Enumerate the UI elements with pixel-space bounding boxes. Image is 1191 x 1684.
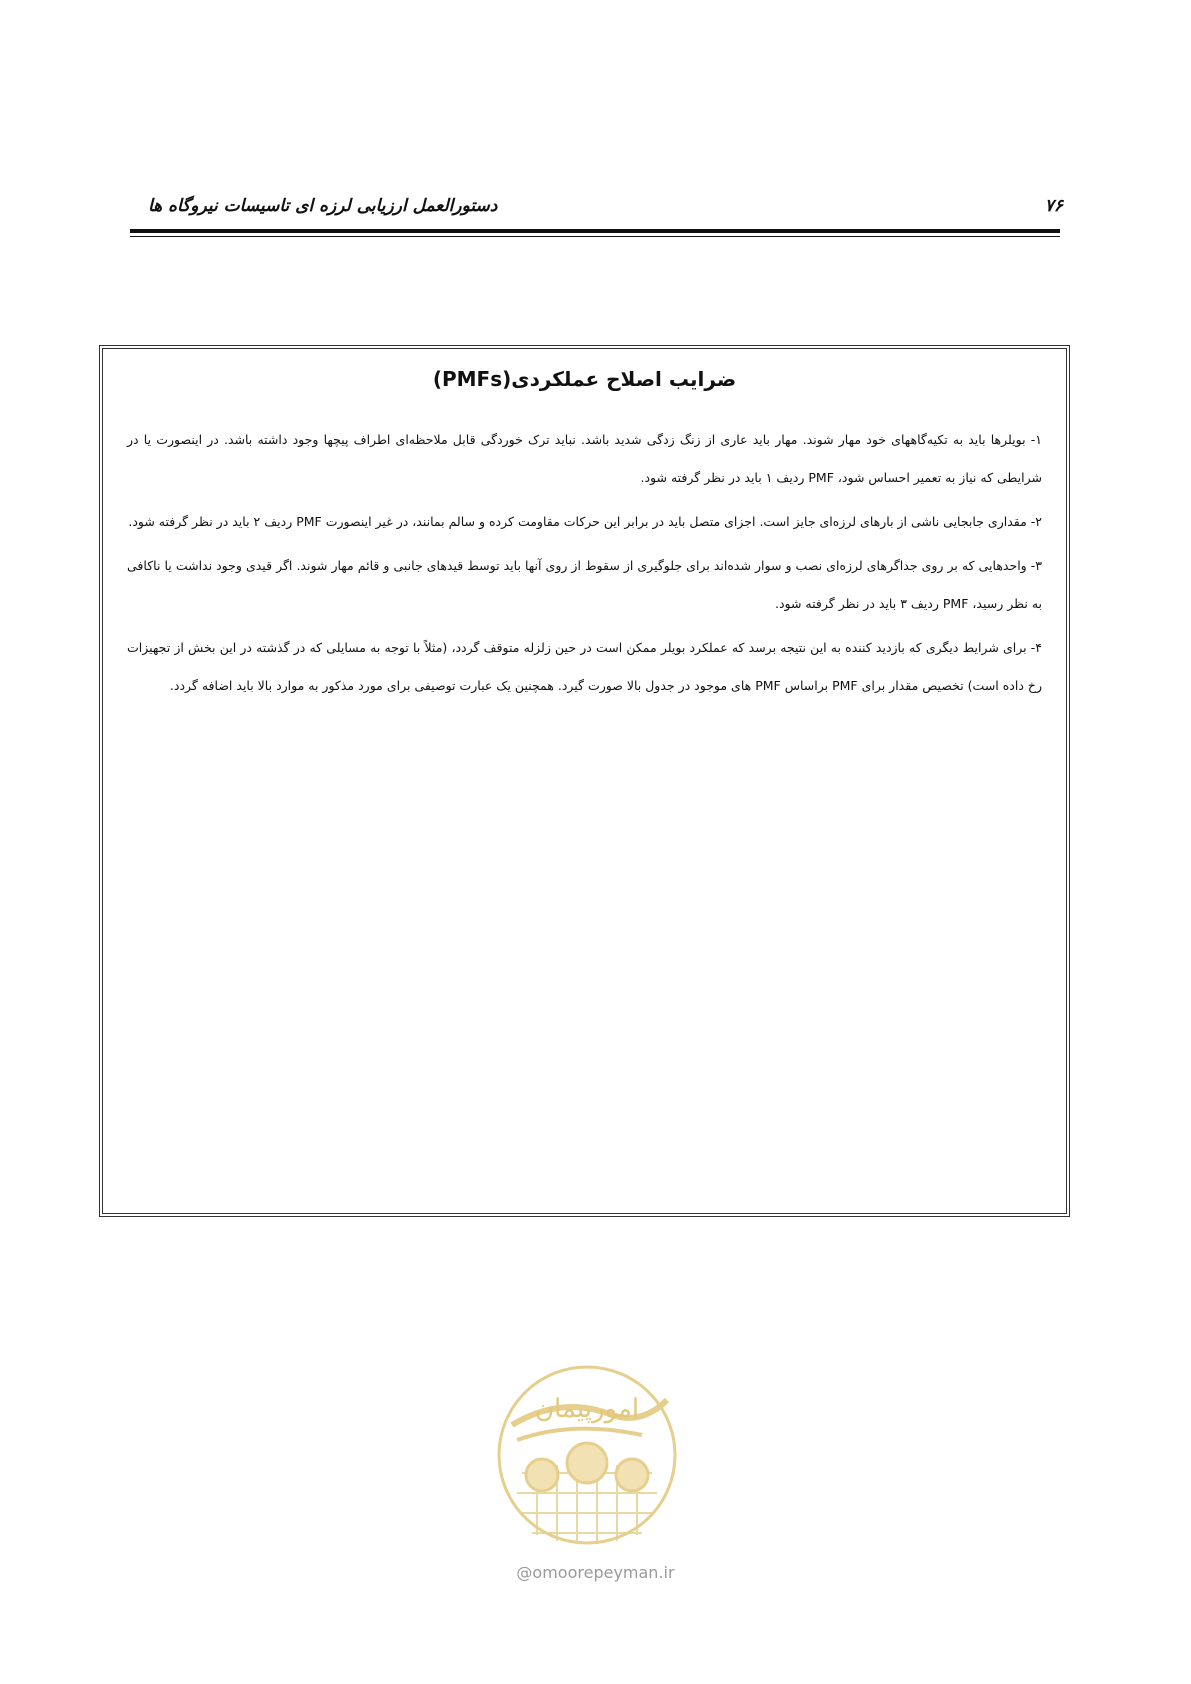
- watermark-logo: [492, 1355, 682, 1555]
- document-title: دستورالعمل ارزیابی لرزه ای تاسیسات نیروگاه ها: [148, 196, 498, 216]
- list-item: [127, 421, 1042, 497]
- item-text-3: ۳- واحدهایی که بر روی جداگرهای لرزه‌ای نصب و سوار شده‌اند برای جلوگیری از سقوط از روی آنها باید توسط قیدهای جانبی و قائم مهار شوند. اگر قیدی وجود نداشت یا ناکافی به نظر رسید، PMF ردیف ۳ باید در نظر گرفته شود.: [127, 558, 1042, 611]
- watermark-logo-text: امورپیمان: [534, 1394, 640, 1424]
- content-box: [99, 345, 1070, 1217]
- item-text-2: ۲- مقداری جابجایی ناشی از بارهای لرزه‌ای جایز است. اجزای متصل باید در برابر این حرکات مقاومت کرده و سالم بمانند، در غیر اینصورت PMF ردیف ۲ باید در نظر گرفته شود.: [128, 514, 1042, 529]
- page-number: ۷۶: [1044, 196, 1063, 216]
- section-title: ضرایب اصلاح عملکردی(PMFs): [432, 367, 737, 391]
- list-item: [127, 629, 1042, 705]
- list-item: [127, 547, 1042, 623]
- item-list: [127, 421, 1042, 711]
- item-text-1: ۱- بویلرها باید به تکیه‌گاههای خود مهار شوند. مهار باید عاری از زنگ زدگی شدید باشد. نباید ترک خوردگی قابل ملاحظه‌ای اطراف پیچها وجود داشته باشد. در اینصورت یا در شرایطی که نیاز به تعمیر احساس شود، PMF ردیف ۱ باید در نظر گرفته شود.: [127, 432, 1042, 485]
- list-item: [127, 503, 1042, 541]
- header-rule-thin: [130, 236, 1060, 237]
- item-text-4: ۴- برای شرایط دیگری که بازدید کننده به این نتیجه برسد که عملکرد بویلر ممکن است در حین زلزله متوقف گردد، (مثلاً با توجه به مسایلی که در گذشته در این بخش از تجهیزات رخ داده است) تخصیص مقدار برای PMF براساس PMF های موجود در جدول بالا صورت گیرد. همچنین یک عبارت توصیفی برای مورد مذکور به موارد بالا باید اضافه گردد.: [127, 640, 1042, 693]
- website-watermark: @omoorepeyman.ir: [516, 1563, 675, 1582]
- header-rule-thick: [130, 229, 1060, 233]
